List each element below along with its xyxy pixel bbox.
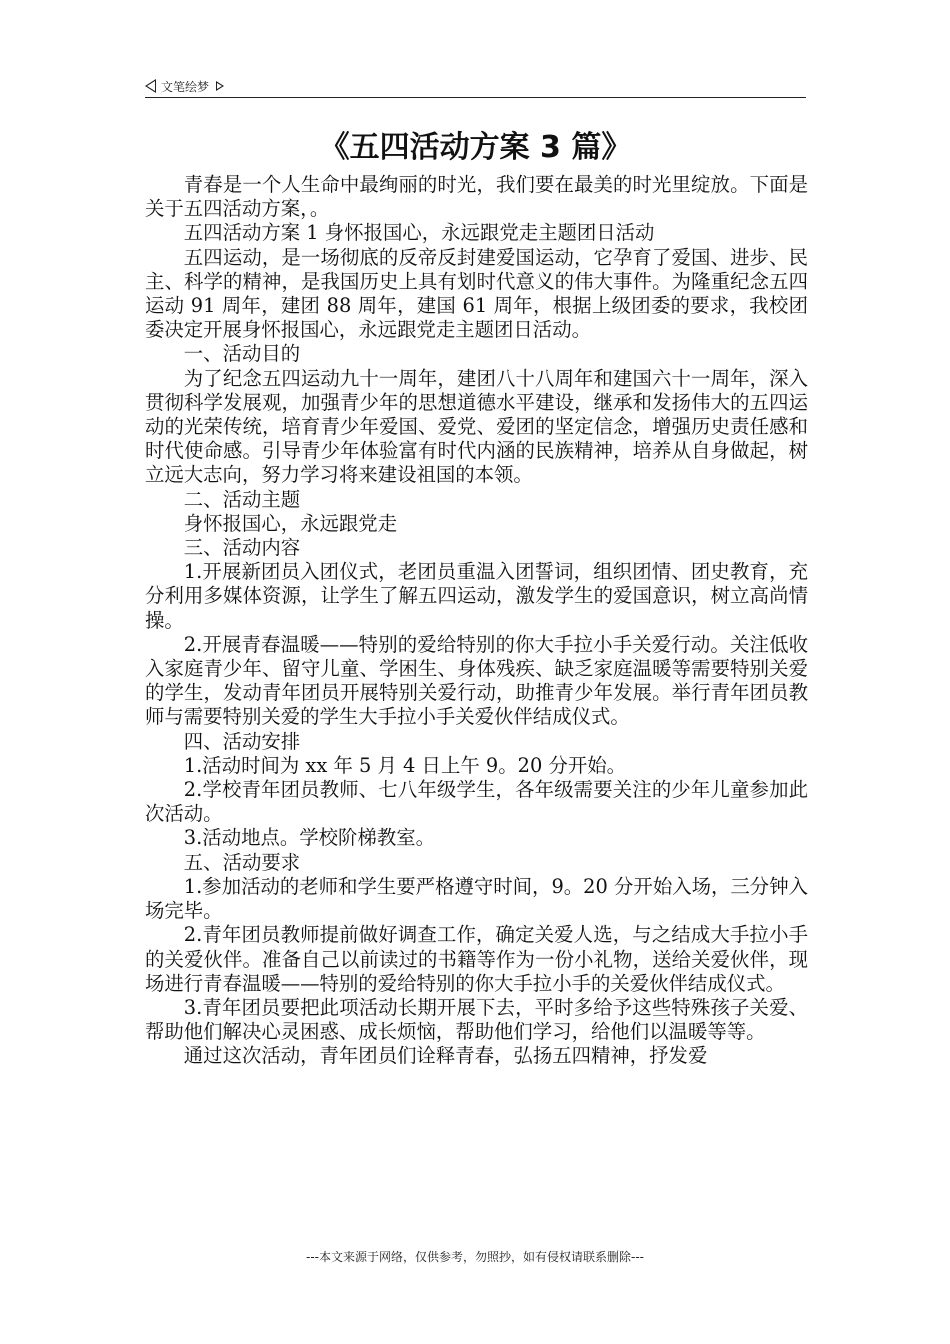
paragraph: 身怀报国心，永远跟党走 — [183, 511, 398, 535]
paragraph: 五四活动方案 1 身怀报国心，永远跟党走主题团日活动 — [183, 221, 655, 245]
paragraph: 1.活动时间为 xx 年 5 月 4 日上午 9。20 分开始。 — [183, 753, 627, 777]
paragraph: 1.参加活动的老师和学生要严格遵守时间，9。20 分开始入场，三分钟入场完毕。 — [145, 874, 808, 923]
section-heading: 二、活动主题 — [183, 487, 301, 511]
paragraph: 青春是一个人生命中最绚丽的时光，我们要在最美的时光里绽放。下面是关于五四活动方案，。 — [145, 173, 808, 221]
section-heading: 三、活动内容 — [183, 536, 301, 560]
section-heading: 四、活动安排 — [183, 729, 301, 753]
triangle-right-icon — [216, 81, 224, 91]
paragraph: 3.青年团员要把此项活动长期开展下去，平时多给予这些特殊孩子关爱、帮助他们解决心灵困惑、成长烦恼，帮助他们学习，给他们以温暖等等。 — [145, 995, 808, 1044]
triangle-left-icon — [145, 79, 156, 93]
page-header — [145, 76, 805, 96]
header-rule — [145, 97, 806, 98]
document-body — [145, 173, 808, 1069]
paragraph: 1.开展新团员入团仪式，老团员重温入团誓词，组织团情、团史教育，充分利用多媒体资源，让学生了解五四运动，激发学生的爱国意识，树立高尚情操。 — [145, 560, 808, 632]
paragraph: 3.活动地点。学校阶梯教室。 — [183, 826, 435, 850]
paragraph: 2.开展青春温暖——特别的爱给特别的你大手拉小手关爱行动。关注低收入家庭青少年、留守儿童、学困生、身体残疾、缺乏家庭温暖等需要特别关爱的学生，发动青年团员开展特别关爱行动，助推青少年发展。举行青年团员教师与需要特别关爱的学生大手拉小手关爱伙伴结成仪式。 — [145, 632, 808, 729]
header-brand: 文笔绘梦 — [161, 79, 210, 94]
section-heading: 一、活动目的 — [183, 342, 301, 366]
paragraph: 五四运动，是一场彻底的反帝反封建爱国运动，它孕育了爱国、进步、民主、科学的精神，是我国历史上具有划时代意义的伟大事件。为隆重纪念五四运动 91 周年，建团 88 周年，建国 61 周年，根据上级团委的要求，我校团委决定开展身怀报国心，永远跟党走主题团日活动。 — [145, 245, 808, 342]
paragraph: 为了纪念五四运动九十一周年，建团八十八周年和建国六十一周年，深入贯彻科学发展观，加强青少年的思想道德水平建设，继承和发扬伟大的五四运动的光荣传统，培育青少年爱国、爱党、爱团的坚定信念，增强历史责任感和时代使命感。引导青少年体验富有时代内涵的民族精神，培养从自身做起，树立远大志向，努力学习将来建设祖国的本领。 — [145, 366, 808, 487]
page-footer: ---本文来源于网络，仅供参考，勿照抄，如有侵权请联系删除--- — [306, 1250, 644, 1264]
paragraph: 通过这次活动，青年团员们诠释青春，弘扬五四精神，抒发爱 — [183, 1044, 708, 1068]
section-heading: 五、活动要求 — [183, 850, 301, 874]
paragraph: 2.学校青年团员教师、七八年级学生，各年级需要关注的少年儿童参加此次活动。 — [145, 778, 808, 826]
paragraph: 2.青年团员教师提前做好调查工作，确定关爱人选，与之结成大手拉小手的关爱伙伴。准备自己以前读过的书籍等作为一份小礼物，送给关爱伙伴，现场进行青春温暖——特别的爱给特别的你大手拉小手的关爱伙伴结成仪式。 — [145, 923, 808, 995]
document-title: 《五四活动方案 3 篇》 — [319, 130, 632, 165]
